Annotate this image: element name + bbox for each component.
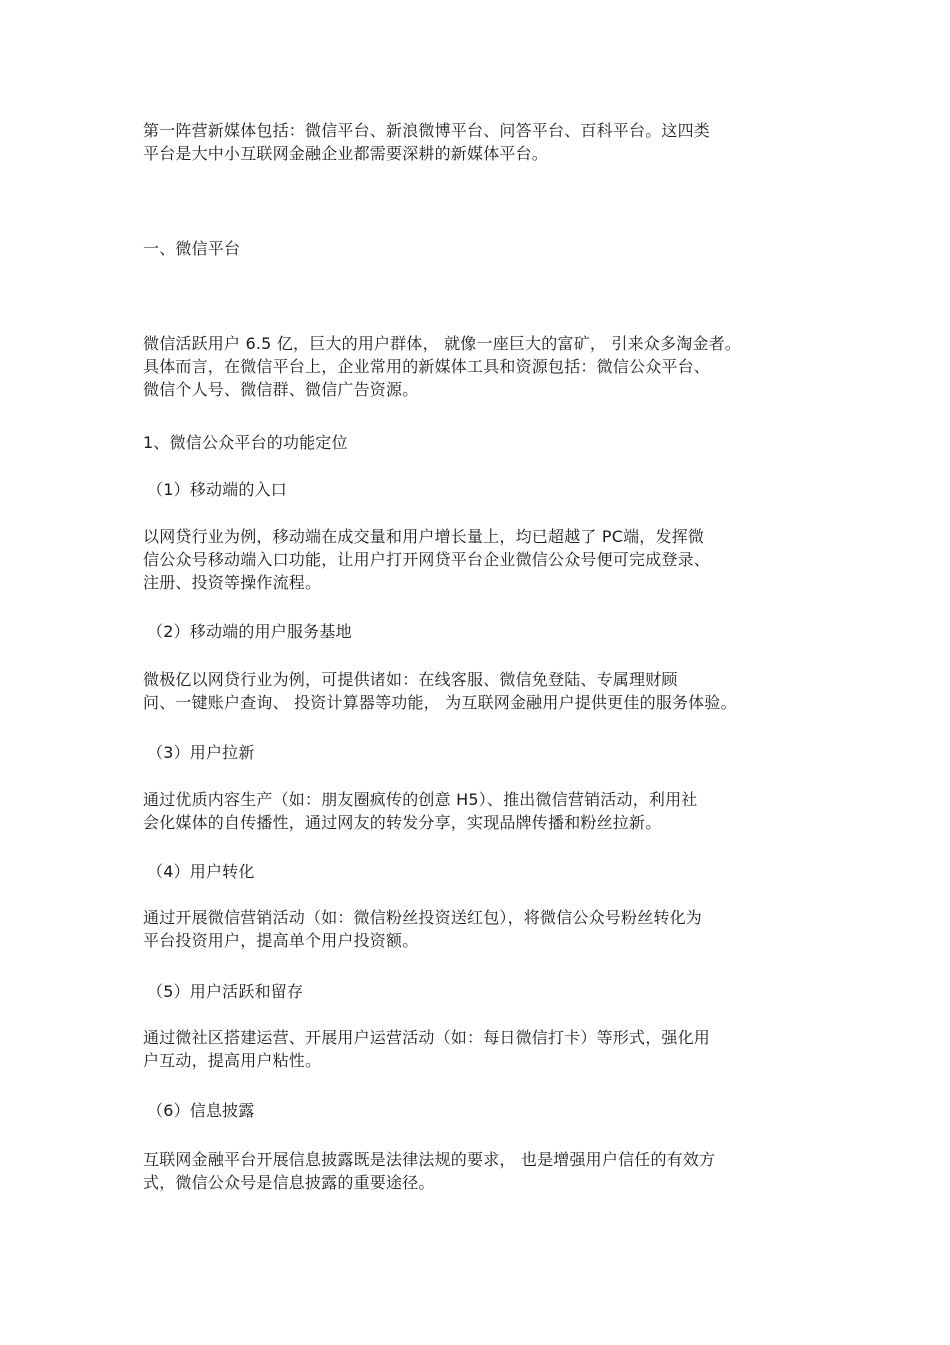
text-line: 注册、投资等操作流程。 xyxy=(143,573,322,592)
item-body xyxy=(143,906,808,952)
text-line: 通过优质内容生产（如：朋友圈疯传的创意 H5）、推出微信营销活动，利用社 xyxy=(143,790,698,809)
text-line: 平台投资用户，提高单个用户投资额。 xyxy=(143,931,419,950)
text-line: 互联网金融平台开展信息披露既是法律法规的要求， 也是增强用户信任的有效方 xyxy=(143,1150,716,1169)
text-line: 平台是大中小互联网金融企业都需要深耕的新媒体平台。 xyxy=(143,144,549,163)
text-line: 式，微信公众号是信息披露的重要途径。 xyxy=(143,1173,435,1192)
text-line: 信公众号移动端入口功能，让用户打开网贷平台企业微信公众号便可完成登录、 xyxy=(143,550,711,569)
item-body xyxy=(143,1148,808,1194)
text-line: 微信个人号、微信群、微信广告资源。 xyxy=(143,380,419,399)
intro-paragraph xyxy=(143,119,808,165)
item-heading: （1）移动端的入口 xyxy=(147,480,287,499)
text-line: 微极亿以网贷行业为例，可提供诸如：在线客服、微信免登陆、专属理财顾 xyxy=(143,670,678,689)
text-line: 以网贷行业为例，移动端在成交量和用户增长量上，均已超越了 PC端，发挥微 xyxy=(143,527,705,546)
text-line: 具体而言，在微信平台上，企业常用的新媒体工具和资源包括：微信公众平台、 xyxy=(143,357,711,376)
text-line: 微信活跃用户 6.5 亿，巨大的用户群体， 就像一座巨大的富矿， 引来众多淘金者。 xyxy=(143,334,741,353)
item-heading: （6）信息披露 xyxy=(147,1101,255,1120)
item-body xyxy=(143,525,808,594)
text-line: 户互动，提高用户粘性。 xyxy=(143,1051,322,1070)
text-line: 通过开展微信营销活动（如：微信粉丝投资送红包），将微信公众号粉丝转化为 xyxy=(143,908,703,927)
item-heading: （2）移动端的用户服务基地 xyxy=(147,622,352,641)
text-line: 会化媒体的自传播性，通过网友的转发分享，实现品牌传播和粉丝拉新。 xyxy=(143,813,662,832)
item-heading: （5）用户活跃和留存 xyxy=(147,982,304,1001)
text-line: 通过微社区搭建运营、开展用户运营活动（如：每日微信打卡）等形式，强化用 xyxy=(143,1028,711,1047)
text-line: 第一阵营新媒体包括：微信平台、新浪微博平台、问答平台、百科平台。这四类 xyxy=(143,121,711,140)
section-title: 一、微信平台 xyxy=(143,239,241,258)
subsection-title: 1、微信公众平台的功能定位 xyxy=(143,433,348,452)
item-heading: （3）用户拉新 xyxy=(147,743,255,762)
text-line: 问、一键账户查询、 投资计算器等功能， 为互联网金融用户提供更佳的服务体验。 xyxy=(143,693,737,712)
item-body xyxy=(143,668,808,714)
item-heading: （4）用户转化 xyxy=(147,862,255,881)
item-body xyxy=(143,1026,808,1072)
overview-paragraph xyxy=(143,332,808,401)
item-body xyxy=(143,788,808,834)
